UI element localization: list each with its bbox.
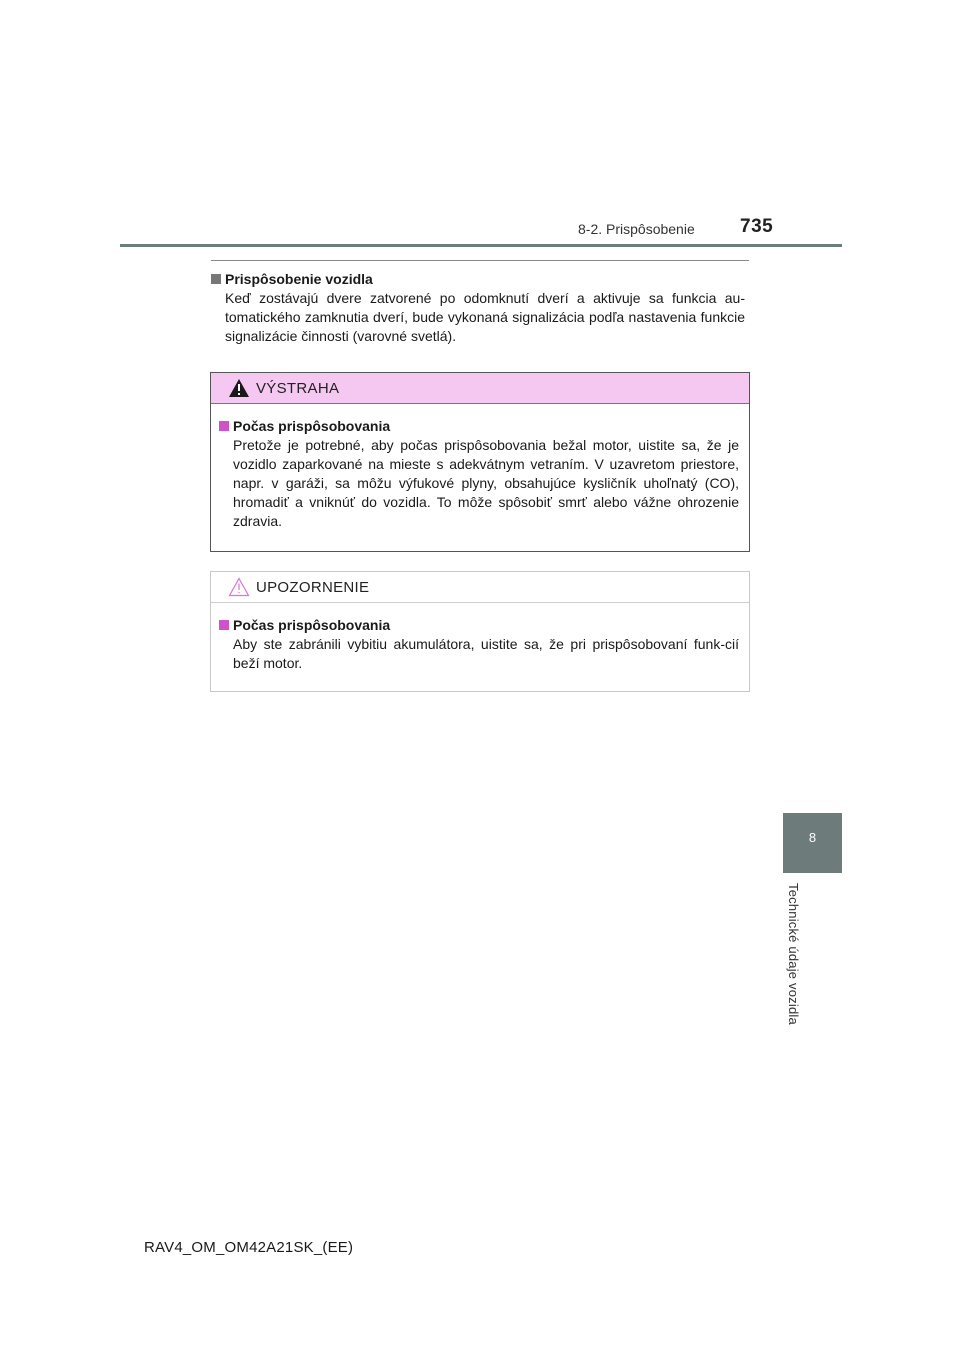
chapter-side-label-text: Technické údaje vozidla — [786, 883, 801, 1025]
page-number: 735 — [740, 216, 774, 237]
intro-heading-text: Prispôsobenie vozidla — [225, 271, 373, 287]
document-code: RAV4_OM_OM42A21SK_(EE) — [144, 1239, 354, 1256]
intro-section — [211, 270, 745, 346]
section-title: 8-2. Prispôsobenie — [578, 221, 695, 237]
section-divider — [211, 260, 749, 261]
warning-box-body — [211, 404, 749, 531]
notice-box-title: UPOZORNENIE — [256, 579, 370, 596]
notice-box — [210, 571, 750, 692]
warning-triangle-outline-icon — [228, 577, 250, 597]
notice-box-header — [211, 572, 749, 603]
square-bullet-icon — [211, 274, 221, 284]
chapter-side-label — [786, 883, 806, 1043]
warning-triangle-filled-icon — [228, 378, 250, 398]
warning-box-header — [211, 373, 749, 404]
notice-heading-text: Počas prispôsobovania — [233, 617, 391, 633]
square-bullet-icon — [219, 620, 229, 630]
warning-heading — [219, 417, 739, 436]
warning-paragraph: Pretože je potrebné, aby počas prispôsobovania bežal motor, uistite sa, že je vozidlo zaparkované na mieste s adekvátnym vetraním. V uzavretom priestore, napr. v garáži, sa môžu výfukové plyny, obsahujúce kysličník uhoľnatý (CO), hromadiť a vniknúť do vozidla. To môže spôsobiť smrť alebo vážne ohrozenie zdravia. — [233, 437, 739, 529]
warning-box-title: VÝSTRAHA — [256, 380, 340, 397]
warning-box — [210, 372, 750, 552]
notice-box-body — [211, 603, 749, 673]
square-bullet-icon — [219, 421, 229, 431]
notice-paragraph: Aby ste zabránili vybitiu akumulátora, uistite sa, že pri prispôsobovaní funk-cií beží motor. — [233, 636, 739, 671]
notice-heading — [219, 616, 739, 635]
intro-paragraph: Keď zostávajú dvere zatvorené po odomknutí dverí a aktivuje sa funkcia au-tomatického zamknutia dverí, bude vykonaná signalizácia podľa nastavenia funkcie signalizácie činnosti (varovné svetlá). — [225, 290, 745, 344]
intro-heading — [211, 270, 745, 289]
warning-heading-text: Počas prispôsobovania — [233, 418, 391, 434]
chapter-tab: 8 — [783, 813, 842, 873]
header-rule — [120, 244, 842, 247]
